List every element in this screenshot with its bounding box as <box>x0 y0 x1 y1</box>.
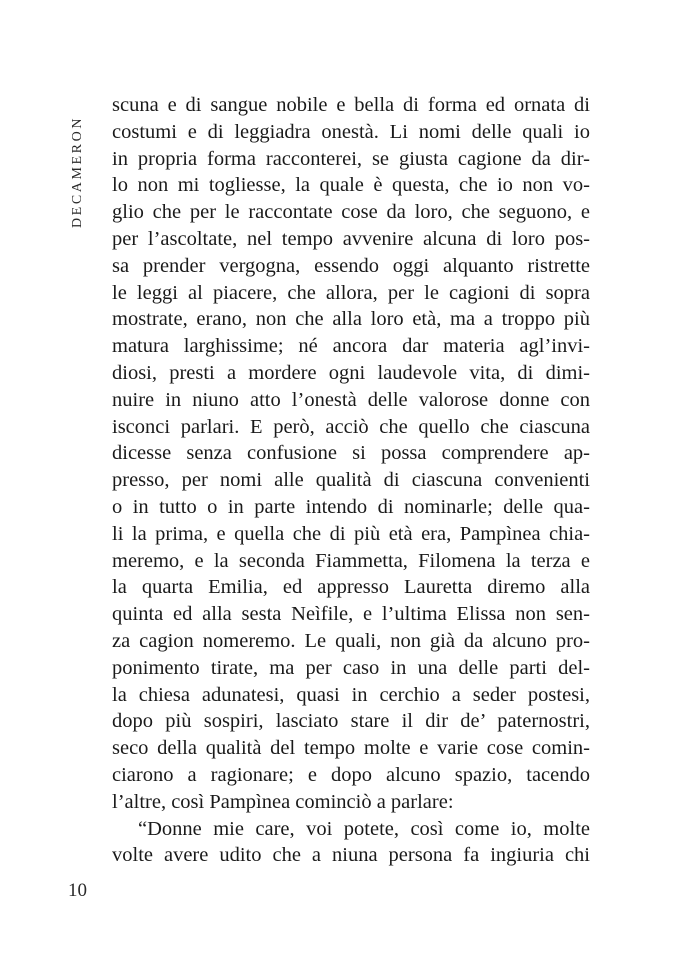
text-line: isconci parlari. E però, acciò che quello che ciascuna <box>112 415 590 438</box>
text-line: za cagion nomeremo. Le quali, non già da alcuno pro- <box>112 629 590 652</box>
text-line: la chiesa adunatesi, quasi in cerchio a seder postesi, <box>112 683 590 706</box>
text-line: dopo più sospiri, lasciato stare il dir de’ paternostri, <box>112 710 590 733</box>
text-line: scuna e di sangue nobile e bella di forma ed ornata di <box>112 94 590 116</box>
text-line: matura larghissime; né ancora dar materia agl’invi- <box>112 335 590 358</box>
text-line: dicesse senza confusione si possa comprendere ap- <box>112 442 590 465</box>
text-line: ciarono a ragionare; e dopo alcuno spazio, tacendo <box>112 763 590 786</box>
text-line: “Donne mie care, voi potete, così come io, molte <box>138 817 590 840</box>
text-line: quinta ed alla sesta Neìfile, e l’ultima Elissa non sen- <box>112 603 590 626</box>
text-line: ponimento tirate, ma per caso in una delle parti del- <box>112 656 590 679</box>
body-text <box>112 92 590 869</box>
text-line: o in tutto o in parte intendo di nominarle; delle qua- <box>112 495 590 518</box>
text-line: costumi e di leggiadra onestà. Li nomi delle quali io <box>112 120 590 143</box>
text-line: volte avere udito che a niuna persona fa ingiuria chi <box>112 844 590 867</box>
text-line: seco della qualità del tempo molte e varie cose comin- <box>112 737 590 760</box>
running-head-title: DECAMERON <box>70 115 85 229</box>
text-line: presso, per nomi alle qualità di ciascuna convenienti <box>112 469 590 492</box>
running-head <box>68 102 88 242</box>
text-line: l’altre, così Pampìnea cominciò a parlare: <box>112 790 454 813</box>
text-line: nuire in niuno atto l’onestà delle valorose donne con <box>112 388 590 411</box>
text-line: diosi, presti a mordere ogni laudevole vita, di dimi- <box>112 361 590 384</box>
text-line: li la prima, e quella che di più età era, Pampìnea chia- <box>112 522 590 545</box>
text-line: la quarta Emilia, ed appresso Lauretta diremo alla <box>112 576 590 599</box>
text-line: sa prender vergogna, essendo oggi alquanto ristrette <box>112 254 590 277</box>
text-line: lo non mi togliesse, la quale è questa, che io non vo- <box>112 174 590 197</box>
text-line: per l’ascoltate, nel tempo avvenire alcuna di loro pos- <box>112 227 590 250</box>
text-line: meremo, e la seconda Fiammetta, Filomena la terza e <box>112 549 590 572</box>
text-line: in propria forma racconterei, se giusta cagione da dir- <box>112 147 590 170</box>
text-line: glio che per le raccontate cose da loro, che seguono, e <box>112 201 590 224</box>
text-line: le leggi al piacere, che allora, per le cagioni di sopra <box>112 281 590 304</box>
page-number: 10 <box>68 880 87 901</box>
text-line: mostrate, erano, non che alla loro età, ma a troppo più <box>112 308 590 331</box>
